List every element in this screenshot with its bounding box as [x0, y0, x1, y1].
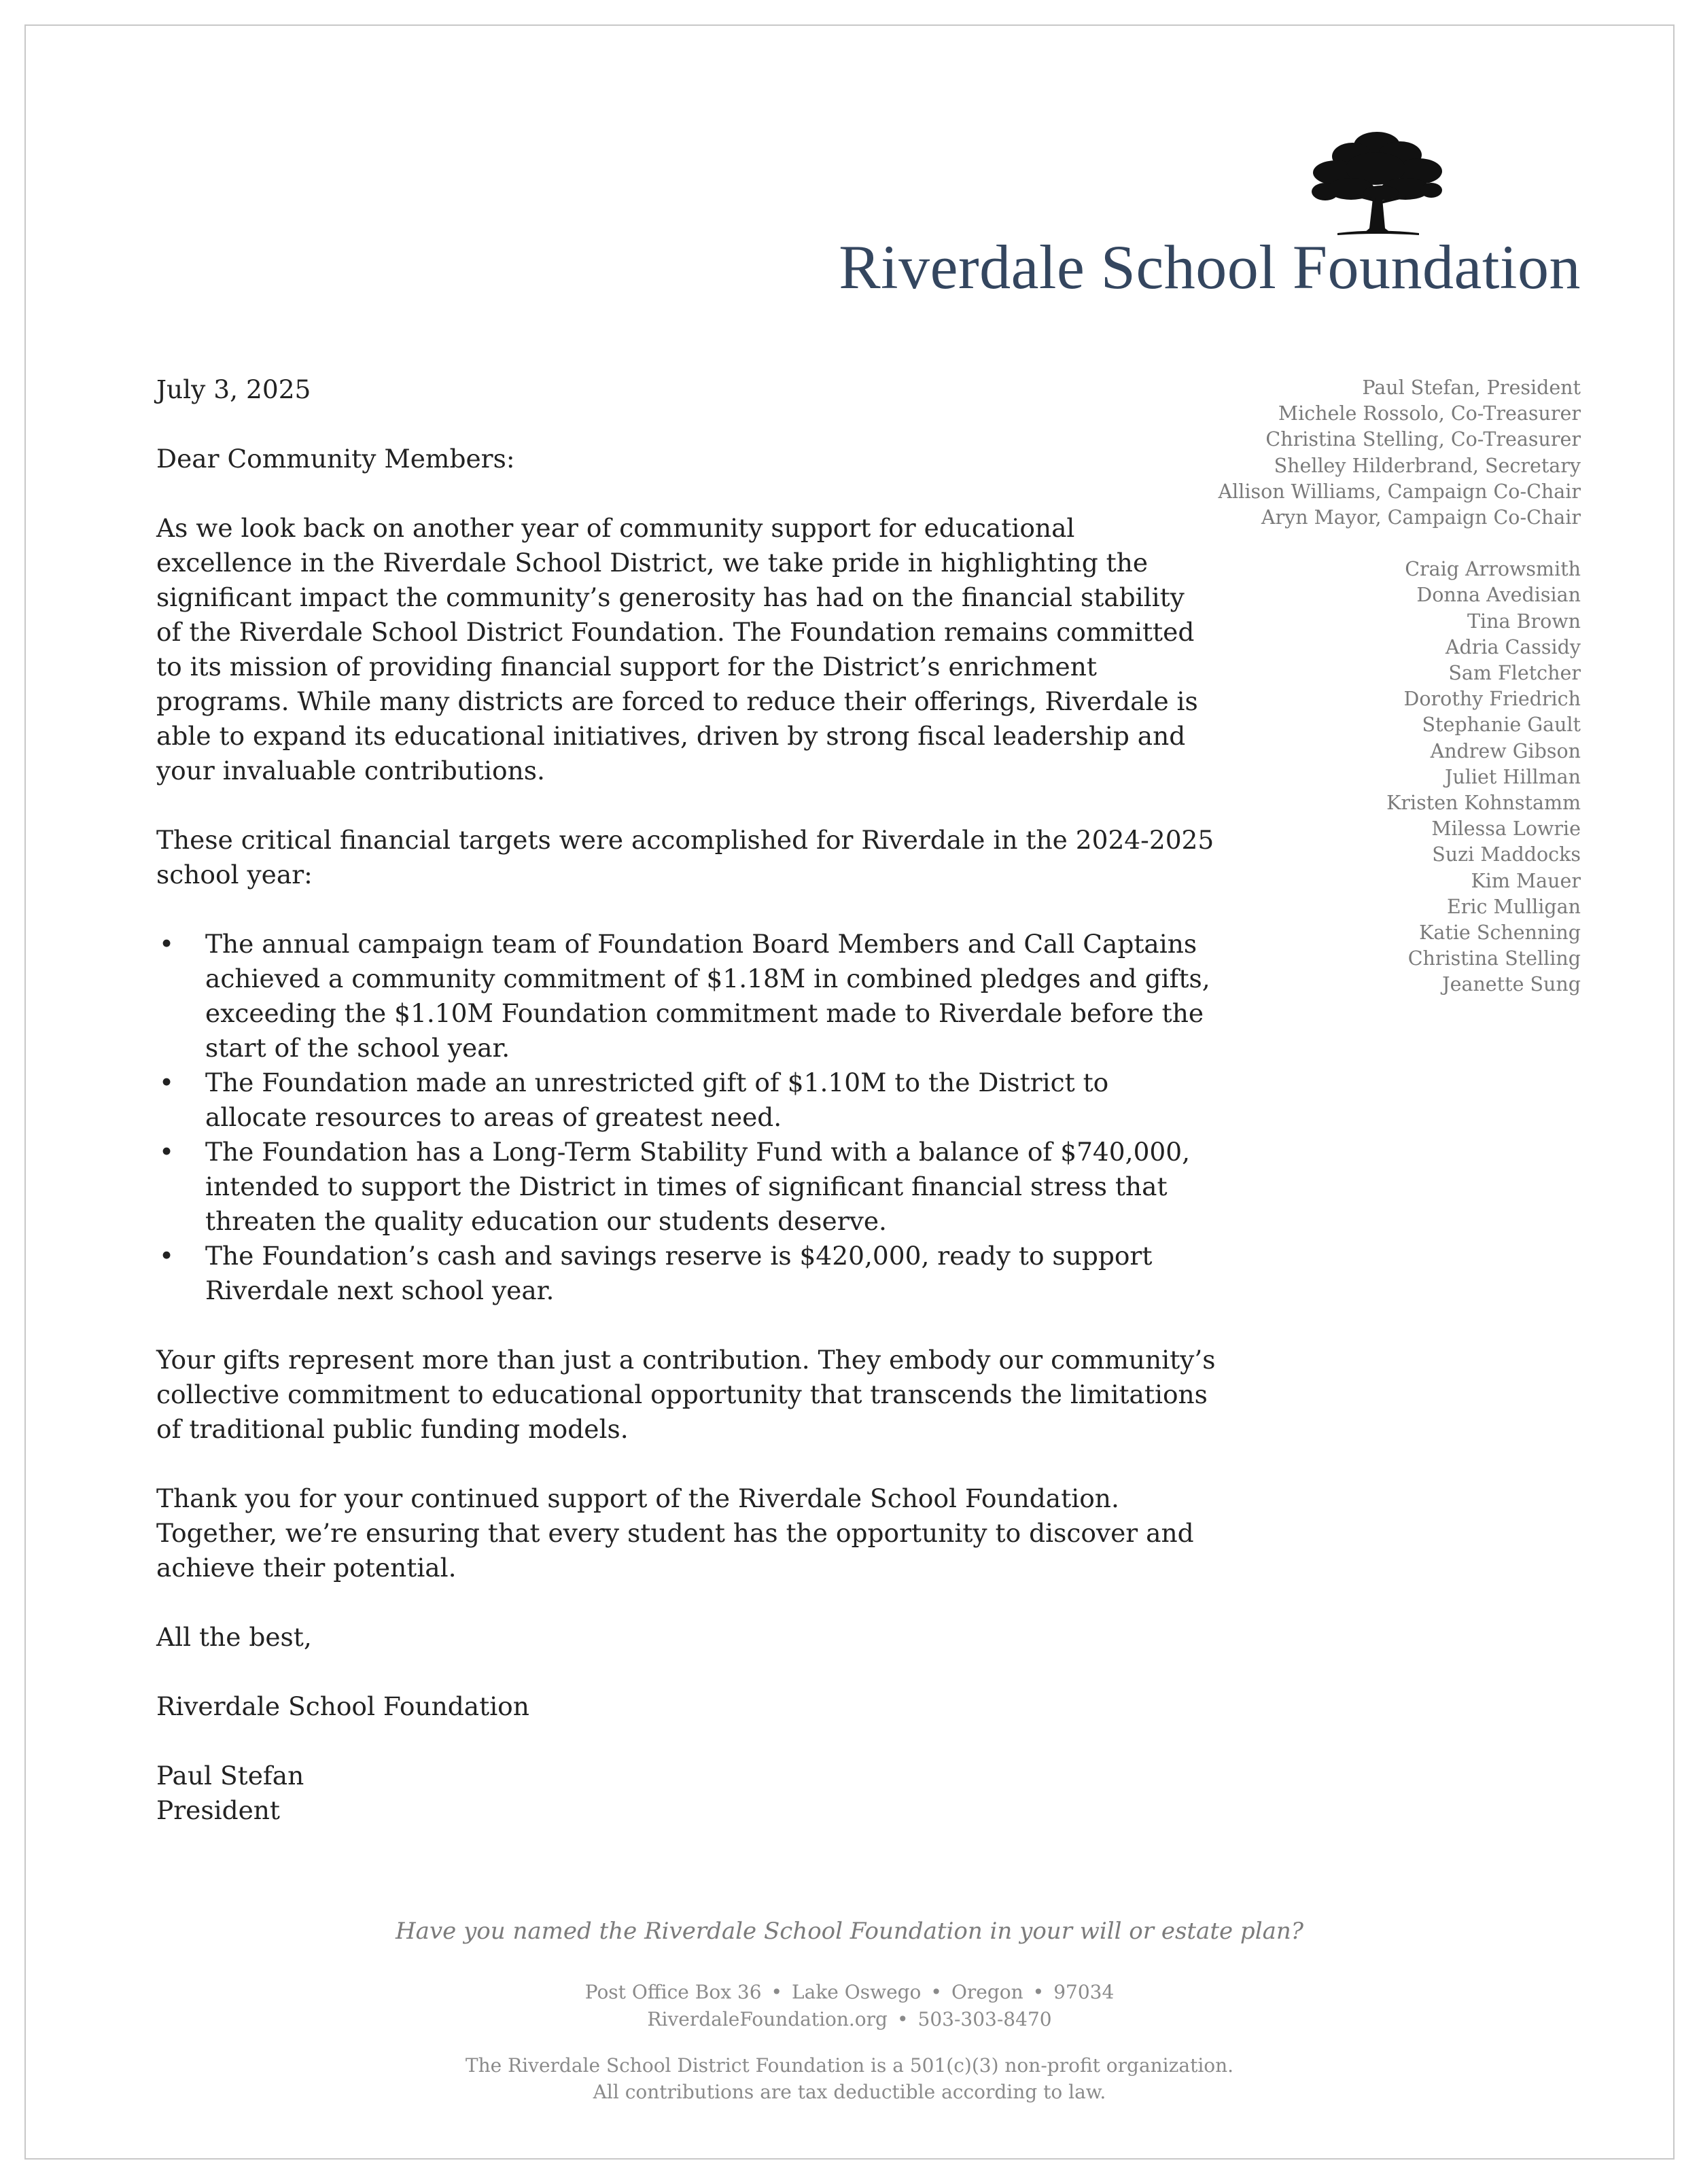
paragraph-thanks: Thank you for your continued support of the Riverdale School Foundation. Together, we’re ensuring that every student has the opportunity to discover and achieve their potential. — [156, 1483, 1194, 1583]
logo-wordmark: Riverdale School Foundation — [839, 232, 1581, 302]
city: Lake Oswego — [792, 1981, 922, 2003]
board-member: Craig Arrowsmith — [1405, 558, 1581, 581]
board-member: Jeanette Sung — [1442, 973, 1581, 996]
board-member: Stephanie Gault — [1422, 714, 1581, 737]
board-member: Andrew Gibson — [1430, 739, 1581, 762]
board-member: Eric Mulligan — [1446, 895, 1581, 918]
board-member: Christina Stelling — [1407, 947, 1581, 970]
board-officer: Shelley Hilderbrand, Secretary — [1274, 454, 1581, 477]
list-item: • The annual campaign team of Foundation Board Members and Call Captains achieved a community commitment of $1.18M in combined pledges and gifts, exceeding the $1.10M Foundation commitment made to Riverdale before the start of the school year. — [159, 929, 1210, 1063]
website-link[interactable]: RiverdaleFoundation.org — [647, 2008, 888, 2030]
tree-icon — [1310, 130, 1443, 238]
paragraph-targets: These critical financial targets were accomplished for Riverdale in the 2024-2025 school year: — [156, 825, 1214, 890]
board-officer: Michele Rossolo, Co-Treasurer — [1278, 402, 1581, 425]
board-officer: Aryn Mayor, Campaign Co-Chair — [1261, 506, 1581, 529]
letter-body — [156, 372, 1216, 1828]
zip: 97034 — [1053, 1981, 1115, 2003]
salutation: Dear Community Members: — [156, 444, 515, 474]
paragraph-intro: As we look back on another year of community support for educational excellence in the Riverdale School District, we take pride in highlighting the significant impact the community’s generosity has had on the financial stability of the Riverdale School District Foundation. The Foundation remains committed to its mission of providing financial support for the District’s enrichment programs. While many districts are forced to reduce their offerings, Riverdale is able to expand its educational initiatives, driven by strong fiscal leadership and your invaluable contributions. — [156, 513, 1198, 786]
paragraph-gifts: Your gifts represent more than just a contribution. They embody our community’s collective commitment to educational opportunity that transcends the limitations of traditional public funding models. — [156, 1345, 1216, 1444]
footer-contact — [0, 1979, 1699, 2033]
closing: All the best, — [156, 1622, 312, 1652]
board-officer: Christina Stelling, Co-Treasurer — [1265, 428, 1581, 451]
state: Oregon — [951, 1981, 1023, 2003]
letter-date: July 3, 2025 — [156, 374, 311, 404]
signer-name: Paul Stefan — [156, 1761, 304, 1791]
footer-address-line: Post Office Box 36 • Lake Oswego • Oregon • 97034 — [584, 1981, 1115, 2003]
board-member: Milessa Lowrie — [1431, 817, 1581, 841]
estate-plan-question: Have you named the Riverdale School Foundation in your will or estate plan? — [396, 1918, 1303, 1945]
board-officer: Allison Williams, Campaign Co-Chair — [1218, 480, 1581, 503]
footer-web-line: RiverdaleFoundation.org • 503-303-8470 — [647, 2008, 1052, 2030]
board-member: Suzi Maddocks — [1432, 843, 1581, 866]
phone-number: 503-303-8470 — [917, 2008, 1052, 2030]
board-member: Katie Schenning — [1419, 921, 1581, 945]
targets-list — [156, 927, 1216, 1308]
board-officer: Paul Stefan, President — [1362, 376, 1581, 399]
list-item: • The Foundation’s cash and savings reserve is $420,000, ready to support Riverdale next school year. — [159, 1241, 1153, 1305]
board-member: Juliet Hillman — [1445, 765, 1581, 788]
board-member: Donna Avedisian — [1416, 584, 1581, 607]
board-member: Kristen Kohnstamm — [1386, 792, 1581, 815]
footer-nonprofit-note — [0, 2052, 1699, 2105]
signature-org: Riverdale School Foundation — [156, 1691, 529, 1721]
list-item: • The Foundation has a Long-Term Stability Fund with a balance of $740,000, intended to support the District in times of significant financial stress that threaten the quality education our students deserve. — [159, 1137, 1191, 1236]
signer-title: President — [156, 1795, 281, 1825]
board-member: Sam Fletcher — [1448, 662, 1581, 685]
nonprofit-line: The Riverdale School District Foundation is a 501(c)(3) non-profit organization. — [465, 2054, 1234, 2077]
tax-deductible-line: All contributions are tax deductible according to law. — [593, 2081, 1106, 2103]
po-box: Post Office Box 36 — [584, 1981, 762, 2003]
board-member: Tina Brown — [1467, 610, 1581, 633]
board-member: Kim Mauer — [1471, 869, 1581, 892]
list-item: • The Foundation made an unrestricted gift of $1.10M to the District to allocate resources to areas of greatest need. — [159, 1068, 1109, 1132]
board-list — [1091, 375, 1581, 998]
board-member: Adria Cassidy — [1445, 635, 1581, 658]
board-member: Dorothy Friedrich — [1403, 688, 1581, 711]
